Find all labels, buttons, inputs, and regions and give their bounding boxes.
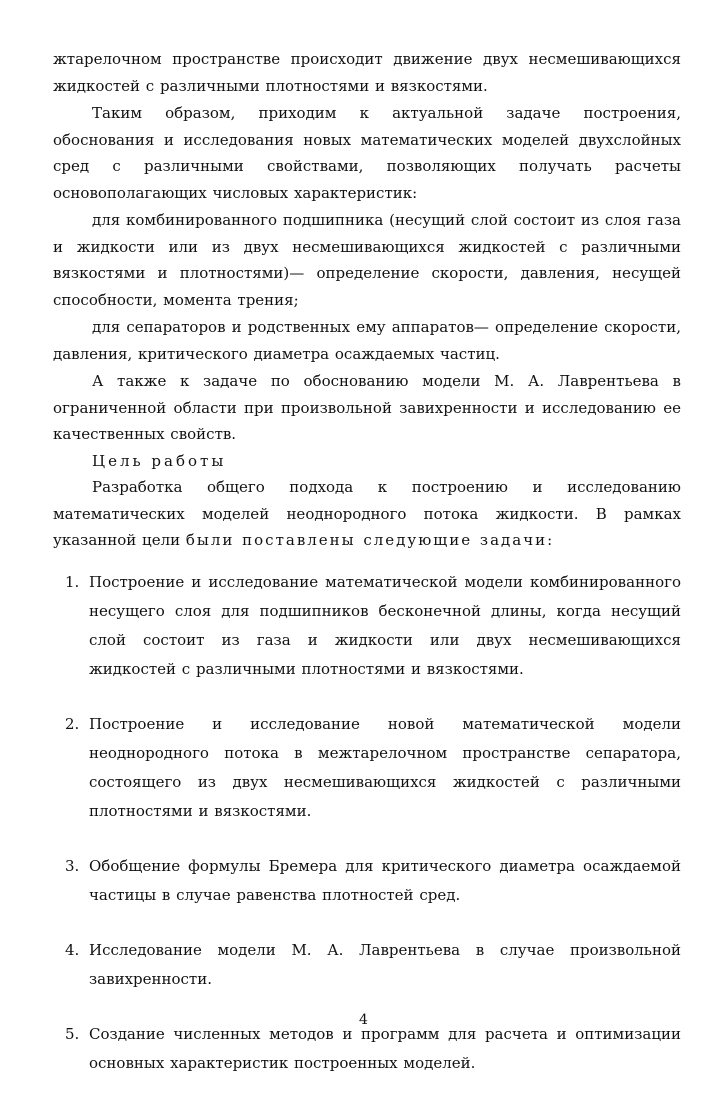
task-text: Обобщение формулы Бремера для критического диаметра осаждаемой частицы в случае равенства плотностей сред. [89, 856, 681, 904]
paragraph-continuation: жтарелочном пространстве происходит движение двух несмешивающихся жидкостей с различными плотностями и вязкостями. [53, 50, 681, 95]
task-item [53, 1020, 681, 1078]
paragraph-problem-statement: Таким образом, приходим к актуальной задаче построения, обоснования и исследования новых математических моделей двухслойных сред с различными свойствами, позволяющих получать расчеты основополагающих числовых характеристик: [53, 104, 681, 202]
task-text: Создание численных методов и программ для расчета и оптимизации основных характеристик построенных моделей. [89, 1024, 681, 1072]
page-number: 4 [359, 1012, 368, 1028]
goal-text: Разработка общего подхода к построению и исследованию математических моделей неоднородного потока жидкости. В рамках указанной цели [53, 478, 681, 549]
paragraph-bearing: для комбинированного подшипника (несущий слой состоит из слоя газа и жидкости или из двух несмешивающихся жидкостей с различными вязкостями и плотностями)— определение скорости, давления, несущей способности, момента трения; [53, 211, 681, 309]
task-number: 3. [65, 856, 80, 875]
task-text: Построение и исследование новой математической модели неоднородного потока в межтарелочном пространстве сепаратора, состоящего из двух несмешивающихся жидкостей с различными плотностями и вязкостями. [89, 714, 681, 820]
task-item [53, 710, 681, 826]
paragraph-lavrentiev: А также к задаче по обоснованию модели М. А. Лаврентьева в ограниченной области при произвольной завихренности и исследованию ее качественных свойств. [53, 372, 681, 443]
task-number: 2. [65, 714, 80, 733]
task-list [53, 568, 681, 1078]
goal-text-spaced: были поставлены следующие задачи: [185, 531, 555, 549]
task-item [53, 936, 681, 994]
goal-paragraph [53, 474, 681, 554]
goal-heading: Цель работы [92, 451, 227, 470]
document-page [53, 46, 681, 1104]
task-item [53, 852, 681, 910]
task-number: 5. [65, 1024, 80, 1043]
task-text: Построение и исследование математической модели комбинированного несущего слоя для подшипников бесконечной длины, когда несущий слой состоит из газа и жидкости или двух несмешивающихся жидкостей с различными плотностями и вязкостями. [89, 572, 681, 678]
task-number: 4. [65, 940, 80, 959]
paragraph-separator: для сепараторов и родственных ему аппаратов— определение скорости, давления, критического диаметра осаждаемых частиц. [53, 318, 681, 363]
task-text: Исследование модели М. А. Лаврентьева в случае произвольной завихренности. [89, 940, 681, 988]
task-number: 1. [65, 572, 80, 591]
task-item [53, 568, 681, 684]
